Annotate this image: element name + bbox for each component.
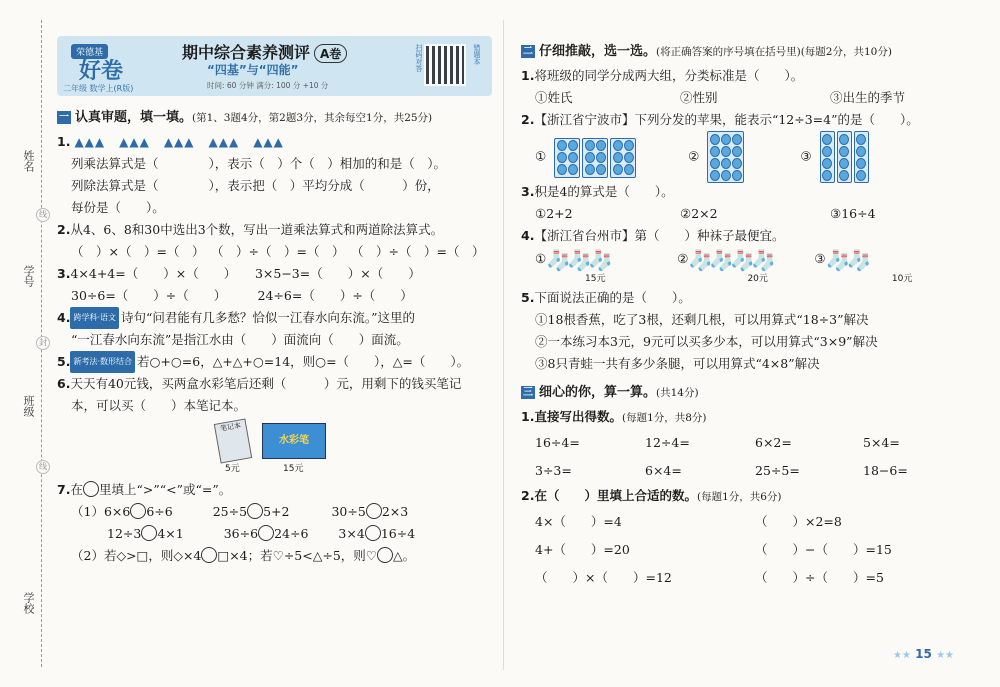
q1-figure: 1. ▲▲▲ ▲▲▲ ▲▲▲ ▲▲▲ ▲▲▲ — [57, 134, 284, 149]
exam-subtitle: “四基”与“四能” — [207, 63, 299, 77]
notebook-icon: 笔记本 — [214, 419, 252, 464]
s2-q2-options: ① ② ③ — [521, 131, 981, 181]
q1-line-2: 列除法算式是（ ），表示把（ ）平均分成（ ）份， — [71, 178, 440, 193]
s2-q1-options: ①姓氏 ②性别 ③出生的季节 — [535, 90, 906, 105]
name-label: 姓名 — [22, 150, 35, 172]
answer-circle[interactable] — [247, 503, 263, 519]
s2-q4-options: ①🧦🧦🧦 ②🧦🧦🧦🧦 ③🧦🧦 15元 20元 10元 — [535, 247, 913, 284]
school-label: 学校 — [22, 592, 35, 614]
socks-icon: 🧦🧦🧦🧦 — [688, 247, 773, 272]
s3-q2-text: 2.在（ ）里填上合适的数。(每题1分，共6分) — [521, 488, 782, 503]
watercolor-pens-icon: 水彩笔 — [262, 423, 326, 459]
answer-circle[interactable] — [365, 525, 381, 541]
q5-text: 5. 新考法·数形结合 若○+○=6，△+△+○=14，则○=（ ），△=（ ）。 — [57, 351, 492, 373]
s2-q5-option-2[interactable]: ②一本练习本3元，9元可以买多少本，可以用算式“3×9”解决 — [535, 334, 878, 349]
q7-row-2: 12÷3 4×1 36÷6 24÷6 3×4 16÷4 — [107, 526, 416, 541]
socks-icon: 🧦🧦🧦 — [546, 247, 609, 272]
pens-price: 15元 — [283, 464, 304, 474]
q6-line-1: 6.天天有40元钱，买两盒水彩笔后还剩（ ）元，用剩下的钱买笔记 — [57, 376, 462, 391]
s3-q1-text: 1.直接写出得数。(每题1分，共8分) — [521, 409, 707, 424]
s2-q1-text: 1.将班级的同学分成两大组，分类标准是（ ）。 — [521, 68, 804, 83]
class-label: 班级 — [22, 395, 35, 417]
q4-line-2[interactable]: “一江春水向东流”是指江水由（ ）面流向（ ）面流。 — [71, 332, 409, 347]
right-column — [521, 36, 981, 592]
answer-circle[interactable] — [377, 547, 393, 563]
q7-row-1: （1）6×6 6÷6 25÷5 5+2 30÷5 2×3 — [71, 504, 409, 519]
section-1-heading: 一 认真审题，填一填。(第1、3题4分，第2题3分，其余每空1分，共25分) — [59, 110, 433, 125]
brand-logo: 荣德基 好卷 二年级 数学上(R版) — [61, 40, 141, 92]
triangle-group-icon: ▲▲▲ — [119, 135, 150, 149]
answer-circle[interactable] — [201, 547, 217, 563]
triangle-group-icon: ▲▲▲ — [208, 135, 240, 149]
answer-circle[interactable] — [258, 525, 274, 541]
cross-subject-tag: 跨学科·语文 — [70, 307, 119, 329]
left-column — [57, 36, 492, 567]
s3-q1-row-2: 3÷3= 6×4= 25÷5= 18−6= — [535, 463, 908, 478]
s2-q4-text: 4.【浙江省台州市】第（ ）种袜子最便宜。 — [521, 228, 785, 243]
s2-q3-options: ①2+2 ②2×2 ③16÷4 — [535, 206, 876, 221]
qr-code-icon[interactable] — [424, 44, 466, 86]
s2-q2-text: 2.【浙江省宁波市】下列分发的苹果，能表示“12÷3=4”的是（ ）。 — [521, 112, 919, 127]
star-icon: ★★ — [893, 650, 911, 661]
s2-q5-option-3[interactable]: ③8只青蛙一共有多少条腿，可以用算式“4×8”解决 — [535, 356, 820, 371]
s3-q2-row-1: 4×（ ）=4 （ ）×2=8 — [535, 514, 842, 529]
q4-line-1: 4. 跨学科·语文 诗句“问君能有几多愁？恰似一江春水向东流。”这里的 — [57, 307, 492, 329]
socks-price-1: 15元 — [585, 274, 606, 284]
s2-q5-option-1[interactable]: ①18根香蕉，吃了3根，还剩几根，可以用算式“18÷3”解决 — [535, 312, 869, 327]
apple-trays-option-1 — [554, 132, 638, 182]
q1-line-3: 每份是（ ）。 — [71, 200, 165, 215]
s2-q5-text: 5.下面说法正确的是（ ）。 — [521, 290, 691, 305]
notebook-price: 5元 — [225, 464, 240, 474]
socks-price-2: 20元 — [747, 274, 768, 284]
column-divider — [503, 20, 504, 670]
student-id-label: 学号 — [22, 265, 35, 287]
q7-prompt: 7.在 里填上“>”“<”或“=”。 — [57, 482, 232, 497]
q6-line-2[interactable]: 本，可以买（ ）本笔记本。 — [71, 398, 247, 413]
q2-text: 2.从4、6、8和30中选出3个数，写出一道乘法算式和两道除法算式。 — [57, 222, 444, 237]
binding-margin — [0, 0, 48, 687]
s3-q1-row-1: 16÷4= 12÷4= 6×2= 5×4= — [535, 435, 900, 450]
binding-hole-1: 线 — [36, 208, 50, 222]
binding-hole-2: 封 — [36, 336, 50, 350]
s3-q2-row-3: （ ）×（ ）=12 （ ）÷（ ）=5 — [535, 570, 884, 585]
answer-circle[interactable] — [130, 503, 146, 519]
answer-circle[interactable] — [141, 525, 157, 541]
exam-meta: 时间: 60 分钟 满分: 100 分 +10 分 — [207, 81, 329, 90]
s3-q2-row-2: 4+（ ）=20 （ ）−（ ）=15 — [535, 542, 892, 557]
q2-blanks: （ ）×（ ）=（ ） （ ）÷（ ）=（ ） （ ）÷（ ）=（ ） — [71, 244, 485, 259]
triangle-group-icon: ▲▲▲ — [253, 135, 284, 149]
qr-caption-left: 扫码对答 — [415, 44, 423, 72]
q7-row-3: （2）若◇>□，则◇×4 □×4；若♡÷5<△÷5，则♡ △。 — [71, 548, 416, 563]
apple-trays-option-2 — [707, 131, 746, 183]
compare-circle-icon — [83, 481, 99, 497]
binding-hole-3: 线 — [36, 460, 50, 474]
qr-caption-right: 错题本 — [473, 44, 481, 65]
s2-q3-text: 3.积是4的算式是（ ）。 — [521, 184, 674, 199]
triangle-group-icon: ▲▲▲ — [163, 135, 195, 149]
answer-circle[interactable] — [366, 503, 382, 519]
socks-icon: 🧦🧦 — [825, 247, 868, 272]
new-method-tag: 新考法·数形结合 — [70, 351, 135, 373]
section-3-heading: 三 细心的你，算一算。(共14分) — [523, 385, 699, 400]
exam-title: 期中综合素养测评 A卷 — [182, 40, 347, 63]
header-banner — [57, 36, 492, 96]
section-2-heading: 二 仔细推敲，选一选。(将正确答案的序号填在括号里)(每题2分，共10分) — [523, 44, 892, 59]
star-icon: ★★ — [936, 650, 954, 661]
apple-trays-option-3 — [820, 131, 871, 183]
triangle-group-icon: ▲▲▲ — [74, 135, 106, 149]
q3-line-1: 3.4×4+4=（ ）×（ ） 3×5−3=（ ）×（ ） — [57, 266, 421, 281]
q6-items — [57, 421, 492, 473]
volume-badge: A卷 — [314, 44, 347, 63]
q3-line-2[interactable]: 30÷6=（ ）÷（ ） 24÷6=（ ）÷（ ） — [71, 288, 413, 303]
q1-line-1: 列乘法算式是（ ），表示（ ）个（ ）相加的和是（ ）。 — [71, 156, 447, 171]
page-number: ★★ 15 ★★ — [893, 647, 954, 661]
socks-price-3: 10元 — [891, 274, 913, 284]
